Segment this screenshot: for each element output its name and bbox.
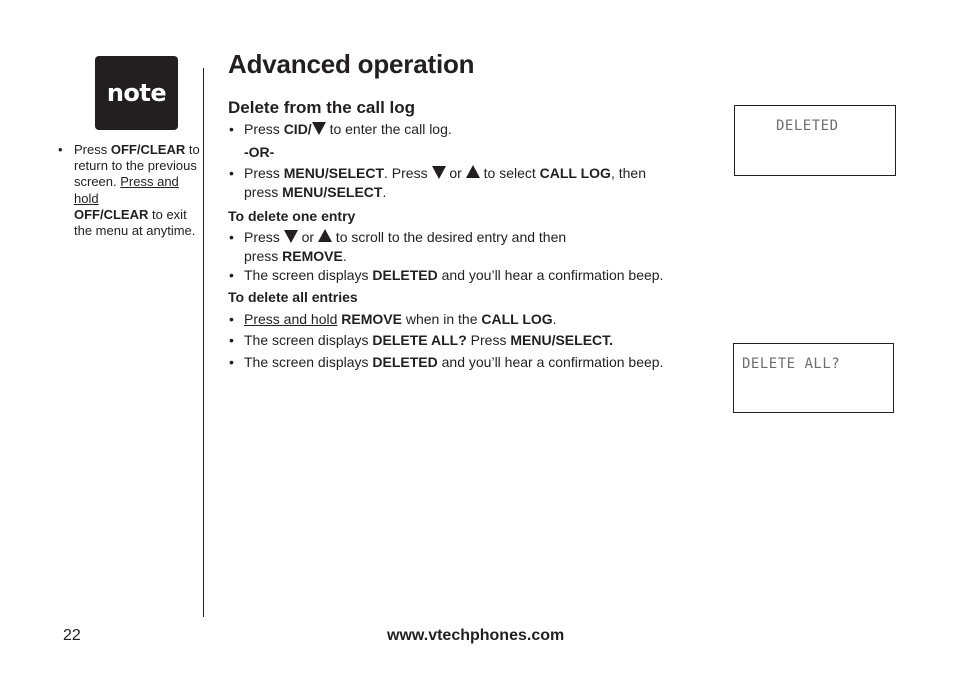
text: to exit the menu at anytime.	[74, 206, 196, 239]
delete-all-heading: To delete all entries	[228, 289, 358, 305]
lcd-text: DELETE ALL?	[742, 356, 841, 372]
deleted-text: DELETED	[372, 354, 438, 370]
text: Press	[466, 332, 511, 348]
text: Press	[244, 165, 284, 181]
text: Press	[74, 142, 111, 157]
key-menu-select: MENU/SELECT	[282, 184, 383, 200]
delete-all-step-hold	[244, 311, 557, 327]
text: to select	[479, 165, 540, 181]
text: . Press	[384, 165, 432, 181]
key-remove: REMOVE	[282, 248, 343, 264]
delete-all-step-confirm	[244, 354, 663, 370]
key-off-clear: OFF/CLEAR	[110, 142, 186, 157]
text: .	[382, 184, 387, 200]
step-cid	[244, 121, 452, 137]
press-and-hold-text: Press and hold	[74, 174, 179, 206]
bullet: •	[229, 354, 234, 370]
delete-one-step-remove	[244, 248, 347, 264]
text: and you’ll hear a confirmation beep.	[437, 267, 664, 283]
text: when in the	[401, 311, 482, 327]
lcd-screen-deleted	[734, 105, 896, 176]
text: to return to the previous screen.	[74, 142, 200, 190]
bullet: •	[229, 332, 234, 348]
section-title: Delete from the call log	[228, 98, 416, 117]
text: The screen displays	[244, 332, 373, 348]
bullet: •	[229, 165, 234, 181]
note-text	[74, 142, 200, 239]
step-menu-select	[244, 165, 646, 181]
text: .	[552, 311, 557, 327]
delete-all-step-display	[244, 332, 613, 348]
column-divider	[203, 68, 204, 617]
press-and-hold-text: Press and hold	[244, 311, 338, 327]
delete-one-heading: To delete one entry	[228, 208, 356, 224]
or-label: -OR-	[244, 144, 275, 160]
key-off-clear: OFF/CLEAR	[74, 206, 149, 222]
note-badge	[95, 56, 178, 130]
text: Press	[244, 121, 284, 137]
key-cid: CID/	[283, 121, 312, 137]
lcd-text: DELETED	[776, 118, 839, 134]
lcd-screen-delete-all	[733, 343, 894, 413]
note-sidebar	[58, 142, 200, 239]
down-arrow-icon	[432, 166, 446, 179]
down-arrow-icon	[284, 230, 298, 243]
bullet: •	[229, 121, 234, 137]
note-label: note	[106, 79, 167, 107]
text: The screen displays	[244, 267, 373, 283]
text: .	[342, 248, 347, 264]
text: press	[244, 184, 283, 200]
bullet: •	[229, 229, 234, 245]
page-title: Advanced operation	[228, 49, 475, 79]
text: The screen displays	[244, 354, 373, 370]
delete-all-text: DELETE ALL?	[372, 332, 467, 348]
text: or	[445, 165, 466, 181]
text: Press	[244, 229, 284, 245]
delete-one-step-scroll	[244, 229, 566, 245]
delete-one-step-confirm	[244, 267, 663, 283]
bullet: •	[58, 142, 63, 157]
key-menu-select: MENU/SELECT.	[510, 332, 614, 348]
text: or	[297, 229, 318, 245]
website-url: www.vtechphones.com	[387, 627, 565, 644]
text: press	[244, 248, 283, 264]
down-arrow-icon	[312, 122, 326, 135]
key-menu-select: MENU/SELECT	[283, 165, 385, 181]
step-menu-select-cont	[244, 184, 386, 200]
key-call-log: CALL LOG	[539, 165, 611, 181]
text: to enter the call log.	[325, 121, 452, 137]
up-arrow-icon	[318, 229, 332, 242]
bullet: •	[229, 267, 234, 283]
key-remove: REMOVE	[341, 311, 402, 327]
deleted-text: DELETED	[372, 267, 438, 283]
up-arrow-icon	[466, 165, 480, 178]
page-number: 22	[63, 627, 81, 644]
text: to scroll to the desired entry and then	[331, 229, 567, 245]
key-call-log: CALL LOG	[481, 311, 553, 327]
text: and you’ll hear a confirmation beep.	[437, 354, 664, 370]
text: , then	[610, 165, 646, 181]
bullet: •	[229, 311, 234, 327]
